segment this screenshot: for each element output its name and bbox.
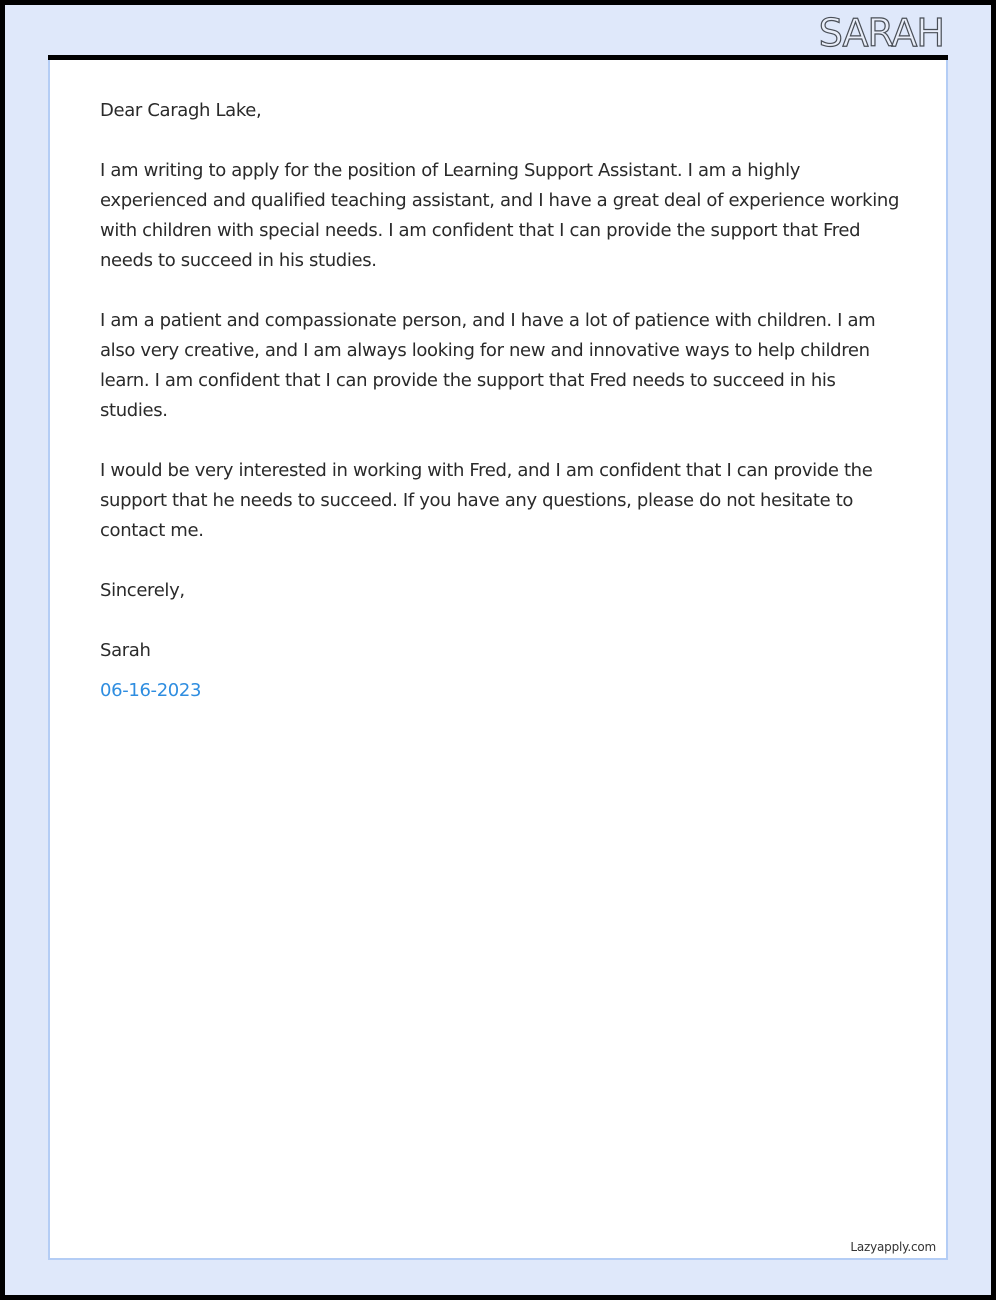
letter-paragraph-1: I am writing to apply for the position of Learning Support Assistant. I am a highly experienced and qualified teaching assistant, and I have a great deal of experience working with children with special needs. I am confident that I can provide the support that Fred needs to succeed in his studies.	[100, 160, 900, 271]
letter-greeting: Dear Caragh Lake,	[100, 100, 262, 121]
letter-paper	[48, 55, 948, 1260]
letter-closing: Sincerely,	[100, 580, 185, 601]
letter-paragraph-3: I would be very interested in working with Fred, and I am confident that I can provide the support that he needs to succeed. If you have any questions, please do not hesitate to contact me.	[100, 460, 873, 541]
footer-brand: Lazyapply.com	[850, 1240, 936, 1254]
letter-date: 06-16-2023	[100, 680, 202, 701]
letter-body	[100, 96, 900, 736]
header-name: SARAH	[818, 11, 944, 55]
letter-paragraph-2: I am a patient and compassionate person, and I have a lot of patience with children. I am also very creative, and I am always looking for new and innovative ways to help children learn. I am confident that I can provide the support that Fred needs to succeed in his studies.	[100, 310, 876, 421]
header-divider-bar	[48, 55, 948, 60]
letter-signature: Sarah	[100, 640, 151, 661]
